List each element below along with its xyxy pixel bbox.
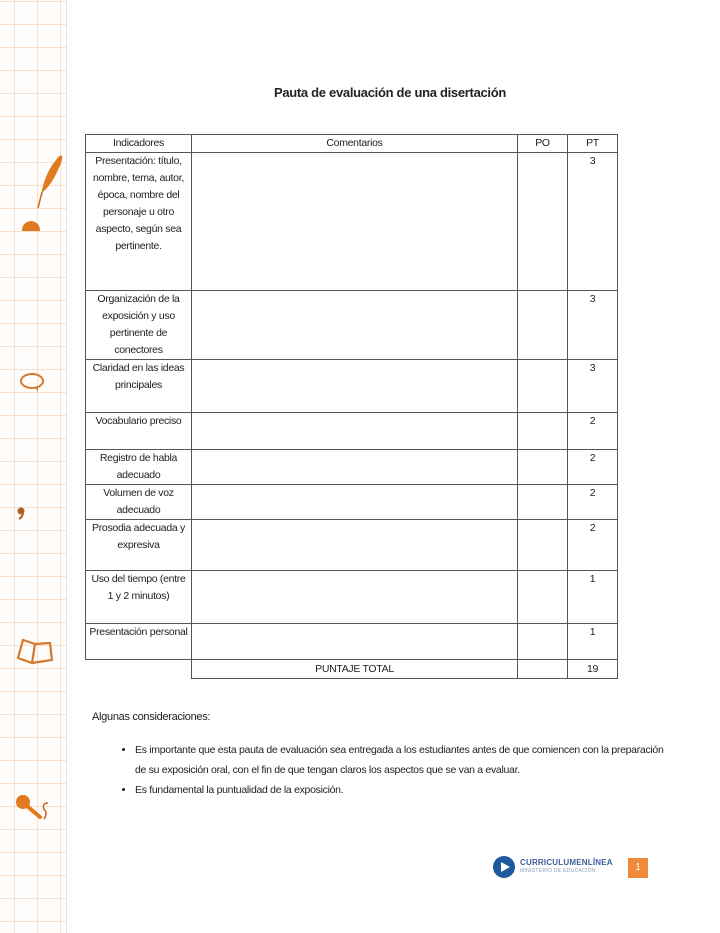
indicator-cell: Volumen de voz adecuado [86, 485, 192, 520]
table-row [86, 624, 618, 660]
table-row [86, 571, 618, 624]
page-title: Pauta de evaluación de una disertación [273, 85, 507, 100]
considerations-list [116, 740, 675, 800]
po-cell[interactable] [518, 520, 568, 571]
comment-cell[interactable] [192, 624, 518, 660]
po-cell[interactable] [518, 360, 568, 413]
total-po-cell[interactable] [518, 660, 568, 679]
list-item: • Es importante que esta pauta de evaluación sea entregada a los estudiantes antes de que comiencen con la preparación de su exposición oral, con el fin de que tengan claros los aspectos que se van a evaluar. [135, 740, 675, 780]
pt-cell: 2 [568, 413, 618, 450]
comment-cell[interactable] [192, 450, 518, 485]
curriculum-logo[interactable] [493, 856, 613, 878]
empty-cell [86, 660, 192, 679]
speech-bubble-icon [18, 372, 46, 394]
table-header-row [86, 135, 618, 153]
comment-cell[interactable] [192, 413, 518, 450]
logo-text: CURRICULUMENLÍNEA [520, 858, 613, 867]
pt-cell: 1 [568, 571, 618, 624]
page-number-badge: 1 [628, 858, 648, 878]
header-po: PO [518, 135, 568, 153]
considerations-heading: Algunas consideraciones: [92, 711, 211, 723]
table-row [86, 520, 618, 571]
indicator-cell: Prosodia adecuada y expresiva [86, 520, 192, 571]
indicator-cell: Presentación personal [86, 624, 192, 660]
total-label: PUNTAJE TOTAL [192, 660, 518, 679]
po-cell[interactable] [518, 291, 568, 360]
table-row [86, 291, 618, 360]
ink-blot-icon [20, 218, 42, 234]
total-row [86, 660, 618, 679]
comment-cell[interactable] [192, 485, 518, 520]
pt-cell: 2 [568, 450, 618, 485]
quill-pen-icon [30, 150, 66, 212]
pt-cell: 3 [568, 153, 618, 291]
header-comments: Comentarios [192, 135, 518, 153]
indicator-cell: Registro de habla adecuado [86, 450, 192, 485]
table-row [86, 360, 618, 413]
list-item: • Es fundamental la puntualidad de la exposición. [135, 780, 675, 800]
comment-cell[interactable] [192, 291, 518, 360]
comment-cell[interactable] [192, 153, 518, 291]
logo-text-block [520, 858, 613, 876]
indicator-cell: Claridad en las ideas principales [86, 360, 192, 413]
microphone-icon [14, 793, 54, 825]
table-row [86, 153, 618, 291]
pt-cell: 3 [568, 291, 618, 360]
pt-cell: 1 [568, 624, 618, 660]
table-row [86, 485, 618, 520]
po-cell[interactable] [518, 413, 568, 450]
play-circle-icon [493, 856, 515, 878]
logo-subtext: MINISTERIO DE EDUCACIÓN [520, 868, 596, 874]
indicator-cell: Vocabulario preciso [86, 413, 192, 450]
pt-cell: 2 [568, 520, 618, 571]
indicator-cell: Presentación: título, nombre, tema, autor, época, nombre del personaje u otro aspecto, según sea pertinente. [86, 153, 192, 291]
table-row [86, 450, 618, 485]
pt-cell: 2 [568, 485, 618, 520]
header-pt: PT [568, 135, 618, 153]
po-cell[interactable] [518, 153, 568, 291]
comment-cell[interactable] [192, 571, 518, 624]
comment-cell[interactable] [192, 360, 518, 413]
indicator-cell: Organización de la exposición y uso pertinente de conectores [86, 291, 192, 360]
po-cell[interactable] [518, 571, 568, 624]
pt-cell: 3 [568, 360, 618, 413]
po-cell[interactable] [518, 624, 568, 660]
rubric-table [85, 134, 618, 679]
comma-icon [16, 506, 26, 520]
po-cell[interactable] [518, 450, 568, 485]
header-indicators: Indicadores [86, 135, 192, 153]
total-pt-cell: 19 [568, 660, 618, 679]
table-row [86, 413, 618, 450]
open-book-icon [14, 636, 56, 668]
margin-divider [66, 0, 67, 933]
comment-cell[interactable] [192, 520, 518, 571]
po-cell[interactable] [518, 485, 568, 520]
indicator-cell: Uso del tiempo (entre 1 y 2 minutos) [86, 571, 192, 624]
